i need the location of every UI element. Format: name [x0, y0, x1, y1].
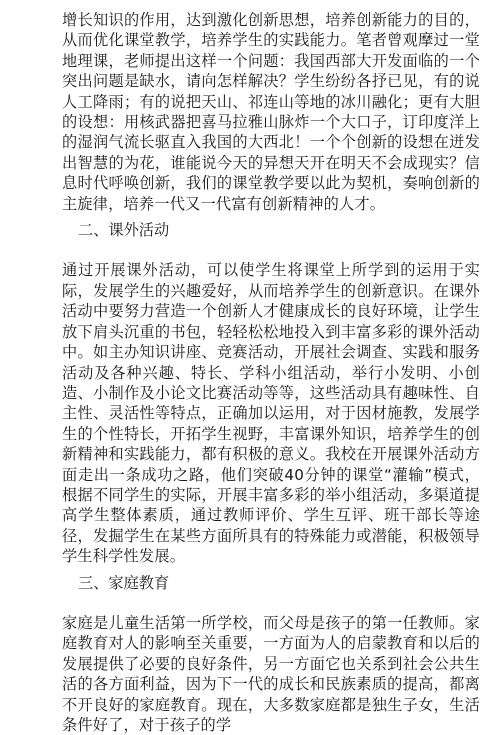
section3-paragraph: 家庭是儿童生活第一所学校，而父母是孩子的第一任教师。家庭教育对人的影响至关重要，一方面为人的启蒙教育和以后的发展提供了必要的良好条件，另一方面它也关系到社会公共生活的各方面利益，因为下一代的成长和民族素质的提高，都离不开良好的家庭教育。现在，大多数家庭都是独生子女，生活条件好了，对于孩子的学 [62, 613, 480, 734]
section2-paragraph: 通过开展课外活动，可以使学生将课堂上所学到的运用于实际，发展学生的兴趣爱好，从而培养学生的创新意识。在课外活动中要努力营造一个创新人才健康成长的良好环境，让学生放下肩头沉重的书包，轻轻松松地投入到丰富多彩的课外活动中。如主办知识讲座、竞赛活动，开展社会调查、实践和服务活动及各种兴趣、特长、学科小组活动，举行小发明、小创造、小制作及小论文比赛活动等等，这些活动具有趣味性、自主性、灵活性等特点，正确加以运用，对于因材施教，发展学生的个性特长，开拓学生视野，丰富课外知识，培养学生的创新精神和实践能力，都有积极的意义。我校在开展课外活动方面走出一条成功之路，他们突破40分钟的课堂“灌输”模式，根据不同学生的实际，开展丰富多彩的举小组活动，多渠道提高学生整体素质，通过教师评价、学生互评、班干部长等途径，发掘学生在某些方面所具有的特殊能力或潜能，积极领导学生科学性发展。 [62, 261, 480, 566]
section-heading-extracurricular: 二、课外活动 [78, 221, 170, 240]
section-heading-family-education: 三、家庭教育 [78, 573, 170, 592]
section1-paragraph-end: 增长知识的作用，达到激化创新思想，培养创新能力的目的，从而优化课堂教学，培养学生的实践能力。笔者曾观摩过一堂地理课，老师提出这样一个问题：我国西部大开发面临的一个突出问题是缺水，请向怎样解决？学生纷纷各抒已见，有的说人工降雨；有的说把天山、祁连山等地的冰川融化；更有大胆的设想：用核武器把喜马拉雅山脉炸一个大口子，订印度洋上的湿润气流长驱直入我国的大西北！一个个创新的设想在迸发出智慧的为花，谁能说今天的异想天开在明天不会成现实？信息时代呼唤创新，我们的课堂教学要以此为契机，奏响创新的主旋律，培养一代又一代富有创新精神的人才。 [62, 11, 480, 213]
